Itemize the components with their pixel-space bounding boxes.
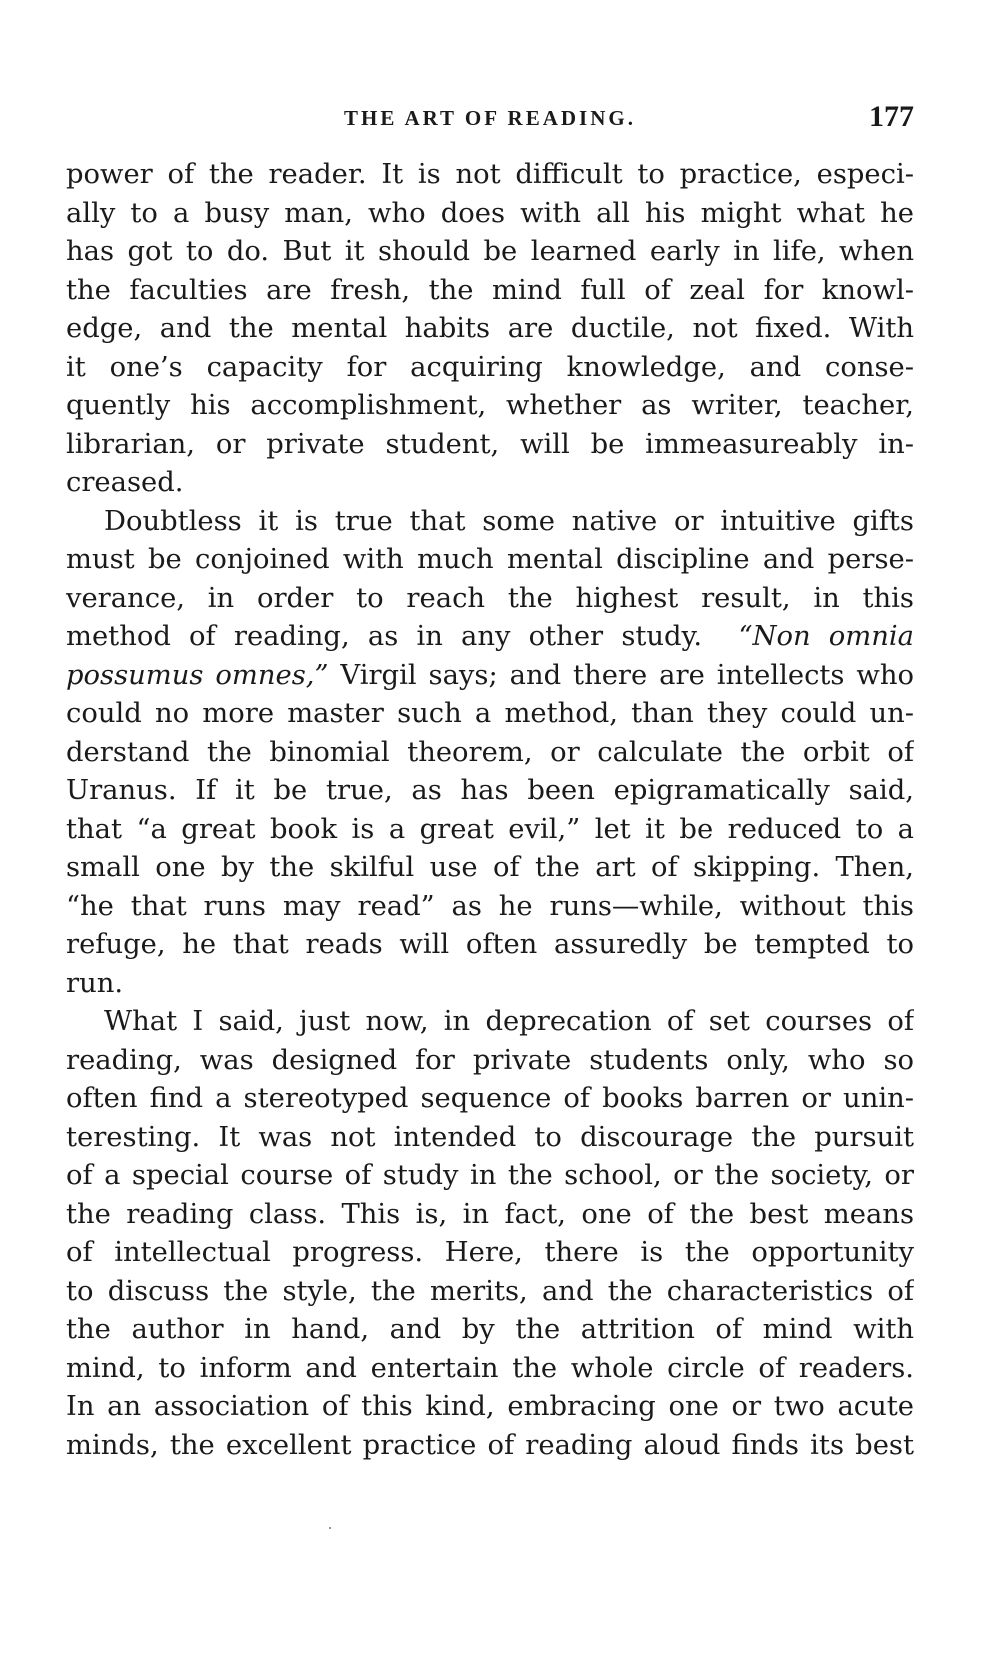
text-line: librarian, or private student, will be immeasureably in- <box>66 428 914 460</box>
text-line: reading, was designed for private students only, who so <box>66 1044 914 1076</box>
text-line: verance, in order to reach the highest result, in this <box>66 582 914 614</box>
text-line: Doubtless it is true that some native or intuitive gifts <box>104 505 914 537</box>
text-line: could no more master such a method, than they could un- <box>66 698 914 729</box>
body-text <box>66 156 914 1465</box>
paragraph-1 <box>66 156 914 503</box>
running-head <box>66 100 914 140</box>
text-line: ally to a busy man, who does with all his might what he <box>66 197 914 229</box>
text-line <box>66 657 914 696</box>
text-line: often find a stereotyped sequence of books barren or unin- <box>66 1083 914 1114</box>
text-line: the author in hand, and by the attrition of mind with <box>66 1314 914 1345</box>
latin-quote-part-2: possumus omnes,” <box>66 659 329 691</box>
text-line: small one by the skilful use of the art of skipping. Then, <box>66 852 914 883</box>
text-line: What I said, just now, in deprecation of set courses of <box>104 1006 914 1037</box>
text-line: derstand the binomial theorem, or calculate the orbit of <box>66 736 914 768</box>
text-line: the faculties are fresh, the mind full of zeal for knowl- <box>66 274 914 306</box>
text-line: it one’s capacity for acquiring knowledge, and conse- <box>66 351 914 383</box>
text-line: teresting. It was not intended to discourage the pursuit <box>66 1121 914 1153</box>
paragraph-2 <box>66 503 914 1004</box>
text-line: that “a great book is a great evil,” let it be reduced to a <box>66 813 914 845</box>
text-line: edge, and the mental habits are ductile, not fixed. With <box>66 313 914 344</box>
page-number: 177 <box>869 100 914 133</box>
running-title: THE ART OF READING. <box>344 106 636 130</box>
text-line: In an association of this kind, embracing one or two acute <box>66 1391 914 1422</box>
text-line: must be conjoined with much mental discipline and perse- <box>66 544 914 575</box>
text-line: the reading class. This is, in fact, one of the best means <box>66 1198 914 1230</box>
text-line: mind, to inform and entertain the whole circle of readers. <box>66 1352 914 1384</box>
text-line: Uranus. If it be true, as has been epigramatically said, <box>66 775 914 806</box>
text-segment: Virgil says; and there are intellects who <box>328 659 914 691</box>
text-line: quently his accomplishment, whether as writer, teacher, <box>66 390 914 421</box>
text-line: minds, the excellent practice of reading aloud finds its best <box>66 1429 914 1461</box>
text-line: “he that runs may read” as he runs—while, without this <box>66 890 914 922</box>
print-speck <box>329 1527 331 1529</box>
text-line <box>66 618 914 657</box>
text-line: of intellectual progress. Here, there is the opportunity <box>66 1237 914 1268</box>
text-line: creased. <box>66 467 184 498</box>
text-line: has got to do. But it should be learned early in life, when <box>66 236 914 267</box>
text-line: run. <box>66 967 124 999</box>
paragraph-3 <box>66 1003 914 1465</box>
text-line: to discuss the style, the merits, and the characteristics of <box>66 1275 914 1307</box>
text-line: of a special course of study in the school, or the society, or <box>66 1160 914 1191</box>
text-line: refuge, he that reads will often assuredly be tempted to <box>66 929 914 960</box>
text-segment: method of reading, as in any other study. <box>66 621 703 652</box>
text-line: power of the reader. It is not difficult to practice, especi- <box>66 159 914 190</box>
latin-quote-part-1: “Non omnia <box>738 621 914 652</box>
